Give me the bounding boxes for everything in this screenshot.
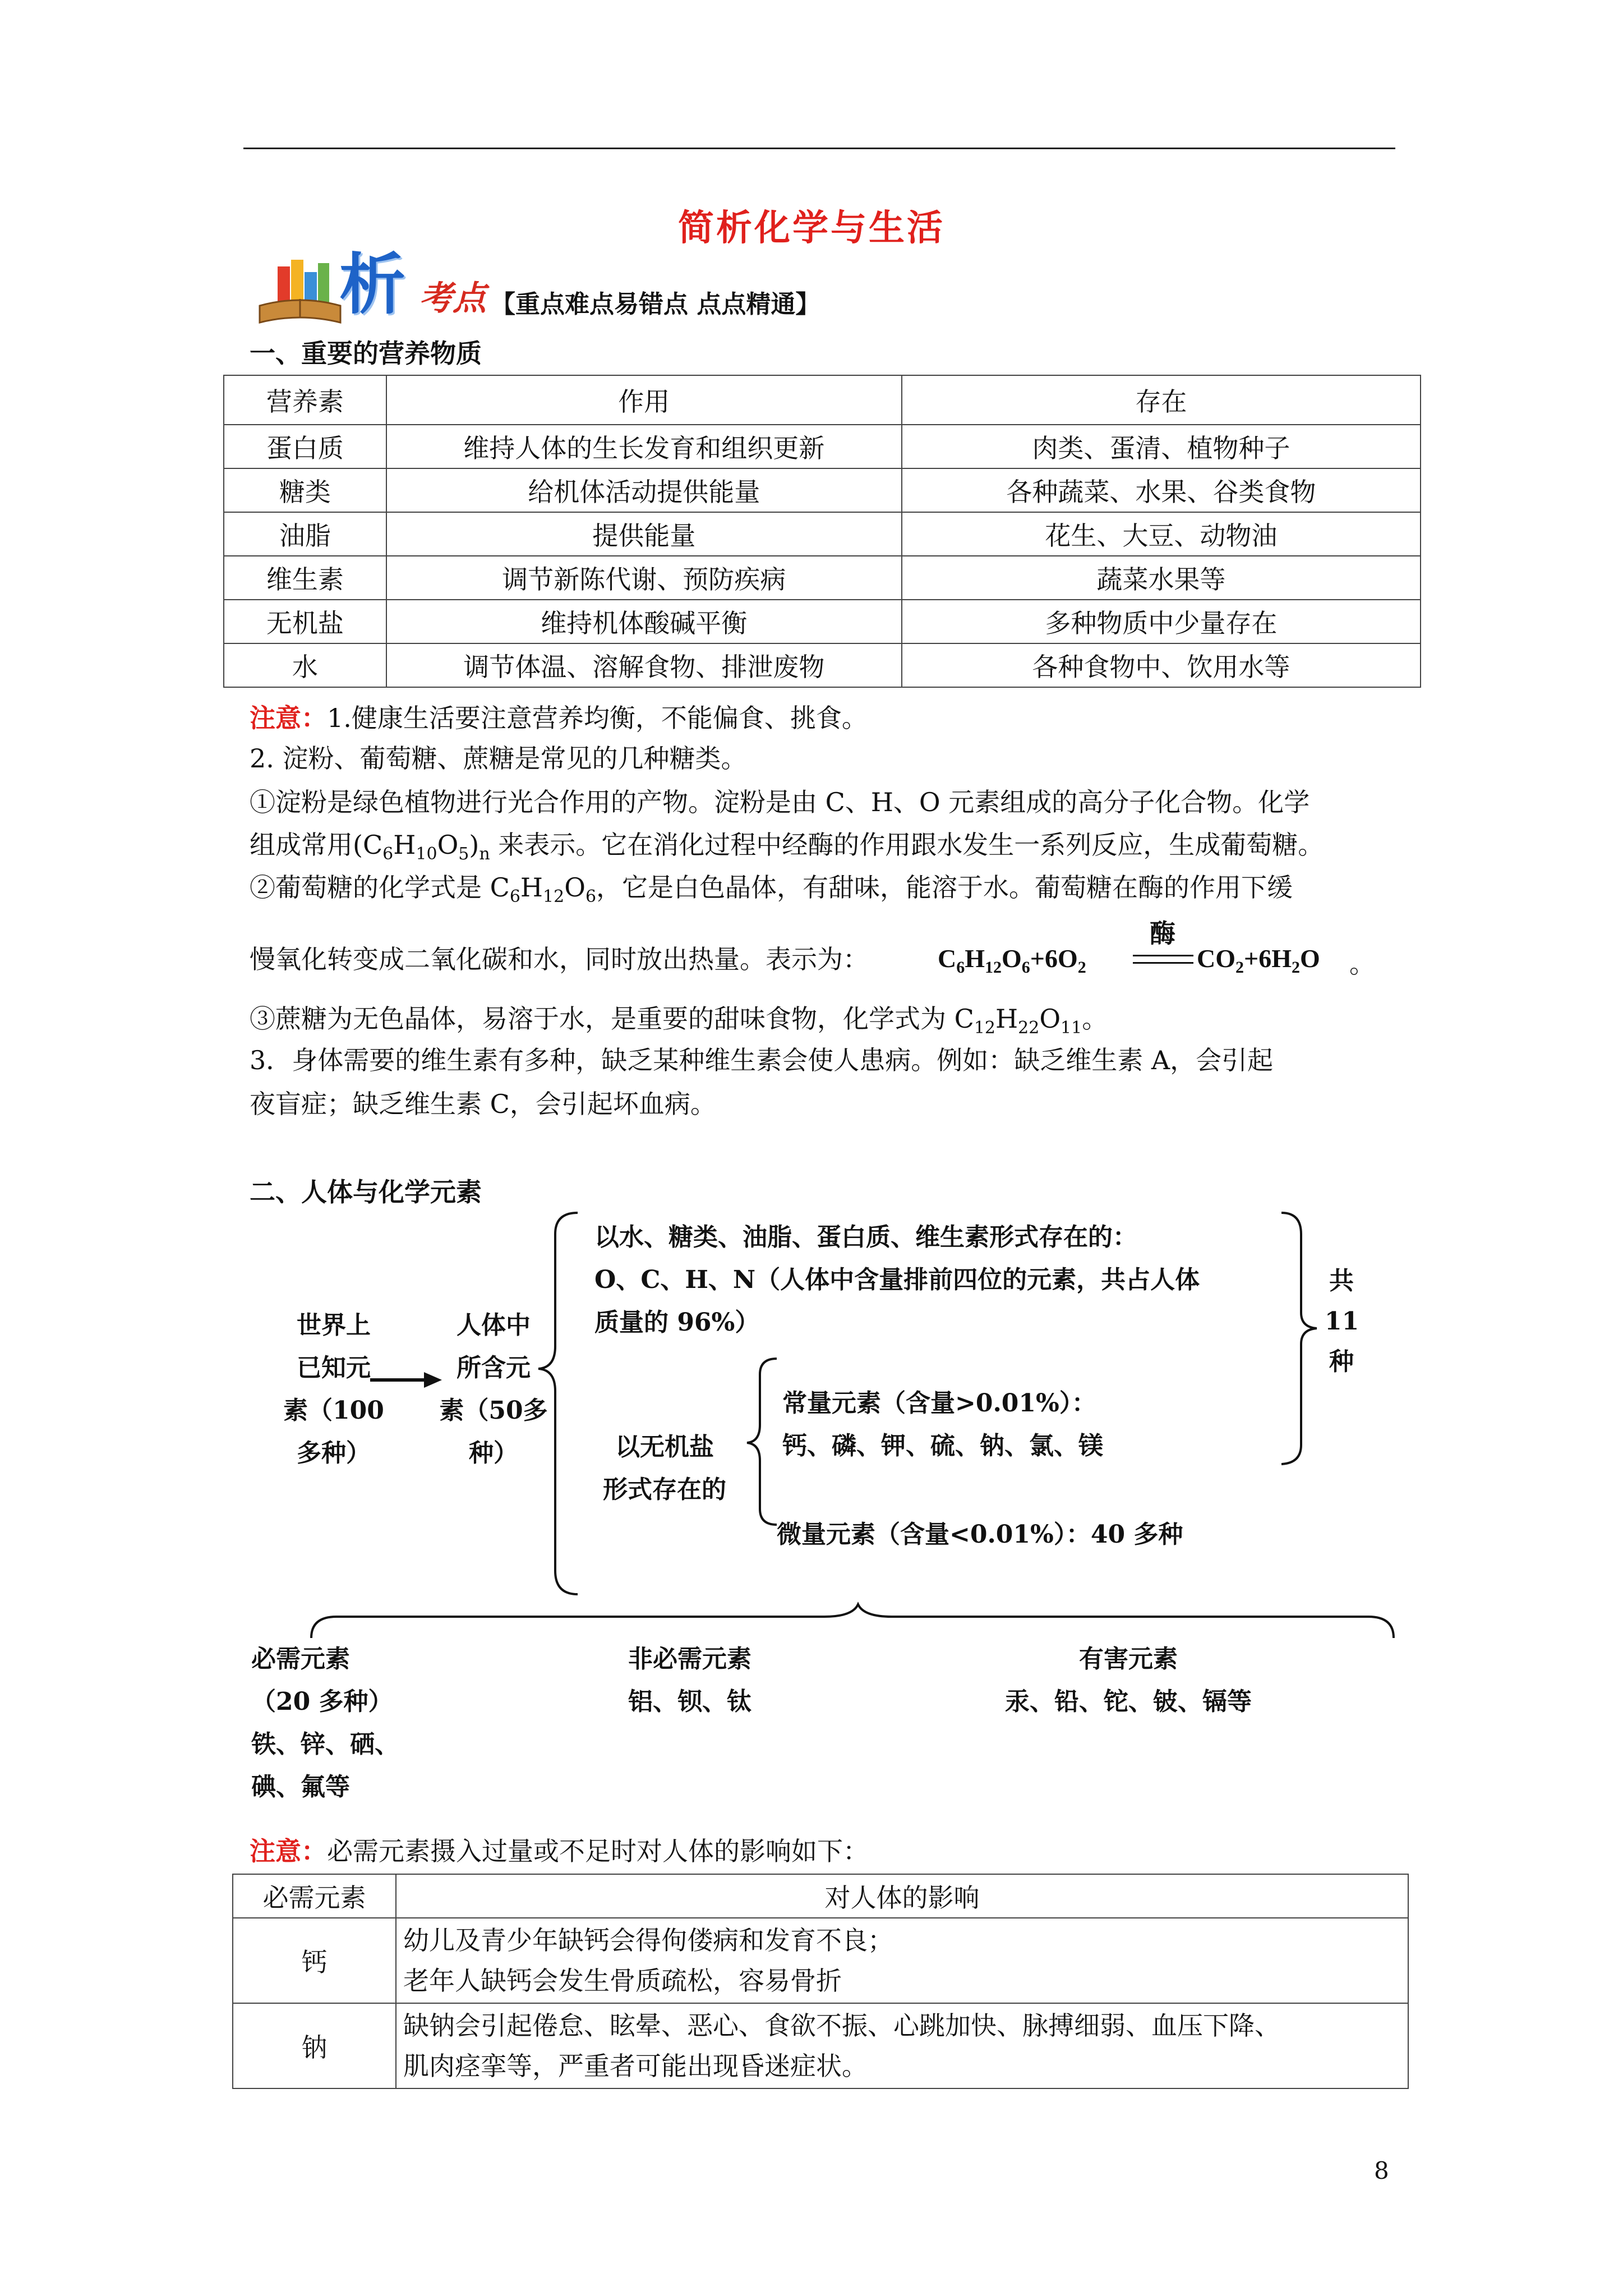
table-cell: 钙 <box>233 1918 396 2003</box>
diagram-text: 共 <box>1329 1267 1354 1295</box>
table-cell <box>396 2003 1408 2088</box>
starch-formula: $C_6H_{10}O_5)_n$ <box>362 830 490 864</box>
effect-line: 肌肉痉挛等，严重者可能出现昏迷症状。 <box>403 2051 868 2081</box>
diagram-text: 11 <box>1325 1307 1359 1336</box>
note-line-9: 夜盲症；缺乏维生素 C，会引起坏血病。 <box>250 1089 716 1119</box>
effect-line: 缺钠会引起倦怠、眩晕、恶心、食欲不振、心跳加快、脉搏细弱、血压下降、 <box>403 2010 1280 2041</box>
sucrose-formula: $C_{12}H_{22}O_{11}$ <box>954 1004 1082 1038</box>
diagram-text: 铁、锌、硒、 <box>251 1730 399 1759</box>
note-text: 慢氧化转变成二氧化碳和水，同时放出热量。表示为： <box>250 944 869 974</box>
table-cell: 水 <box>224 643 386 687</box>
section2-heading: 二、人体与化学元素 <box>250 1177 482 1207</box>
diagram-text: 多种） <box>297 1439 371 1467</box>
diagram-text: 汞、铅、铊、铍、镉等 <box>1005 1687 1252 1716</box>
table-cell: 调节新陈代谢、预防疾病 <box>386 556 902 600</box>
table-cell: 提供能量 <box>386 512 902 556</box>
diagram-text: 非必需元素 <box>628 1645 751 1673</box>
table-cell: 维持人体的生长发育和组织更新 <box>386 425 902 468</box>
diagram-text: 种 <box>1329 1347 1354 1376</box>
diagram-text: 世界上 <box>297 1311 371 1340</box>
column-header: 营养素 <box>224 375 386 425</box>
diagram-text: 素（100 <box>283 1396 384 1425</box>
harmful-block <box>977 1638 1280 1723</box>
note-text: ③蔗糖为无色晶体，易溶于水，是重要的甜味食物，化学式为 <box>250 1004 955 1034</box>
note-text: 。 <box>1082 1004 1108 1034</box>
note-label: 注意： <box>250 1836 327 1866</box>
diagram-text: 以无机盐 <box>615 1433 714 1461</box>
note-text: 必需元素摄入过量或不足时对人体的影响如下： <box>327 1836 869 1866</box>
diagram-text: 碘、氟等 <box>251 1773 350 1801</box>
table-cell: 多种物质中少量存在 <box>902 600 1421 643</box>
effect-line: 幼儿及青少年缺钙会得佝偻病和发育不良； <box>403 1925 893 1955</box>
essential-block <box>251 1638 399 1809</box>
section1-heading: 一、重要的营养物质 <box>250 338 482 369</box>
essential-effects-table <box>232 1874 1409 2089</box>
glucose-formula: $C_6H_{12}O_6$ <box>490 872 597 907</box>
banner-subtitle: 【重点难点易错点 点点精通】 <box>491 290 820 319</box>
diagram-text: 已知元 <box>297 1354 371 1382</box>
table-row <box>233 1918 1408 2003</box>
equation-lhs: $C_6H_{12}O_6+6O_2$ <box>938 944 1086 977</box>
column-header: 作用 <box>386 375 902 425</box>
note-text: ，它是白色晶体，有甜味，能溶于水。葡萄糖在酶的作用下缓 <box>596 872 1293 903</box>
equation-rhs: $CO_2+6H_2O$ <box>1197 944 1320 977</box>
effect-line: 老年人缺钙会发生骨质疏松，容易骨折 <box>403 1966 842 1996</box>
page-title: 简析化学与生活 <box>678 207 945 249</box>
table-cell: 给机体活动提供能量 <box>386 468 902 512</box>
table-cell: 蛋白质 <box>224 425 386 468</box>
diagram-text: 素（50多 <box>439 1396 548 1425</box>
table-cell: 油脂 <box>224 512 386 556</box>
nonessential-block <box>628 1638 751 1723</box>
trace-elements: 微量元素（含量<0.01%）：40 多种 <box>777 1520 1183 1549</box>
diagram-text: O、C、H、N（人体中含量排前四位的元素，共占人体 <box>594 1266 1200 1294</box>
note-text: 来表示。它在消化过程中经酶的作用跟水发生一系列反应，生成葡萄糖。 <box>498 830 1324 860</box>
table-header-row <box>233 1874 1408 1918</box>
total-count-block <box>1325 1261 1358 1382</box>
table-cell: 无机盐 <box>224 600 386 643</box>
table-cell: 各种食物中、饮用水等 <box>902 643 1421 687</box>
table-cell: 肉类、蛋清、植物种子 <box>902 425 1421 468</box>
page-number: 8 <box>1374 2157 1389 2184</box>
note2-line <box>250 1834 869 1868</box>
table-cell: 维生素 <box>224 556 386 600</box>
table-cell <box>396 1918 1408 2003</box>
banner-big-char: 析 <box>339 246 406 323</box>
equation-period: 。 <box>1349 950 1375 978</box>
table-cell: 钠 <box>233 2003 396 2088</box>
table-cell: 维持机体酸碱平衡 <box>386 600 902 643</box>
diagram-text: 种） <box>469 1439 518 1467</box>
note-label: 注意： <box>250 703 327 733</box>
diagram-text: 人体中 <box>457 1311 531 1340</box>
diagram-text: 钙、磷、钾、硫、钠、氯、镁 <box>782 1432 1103 1460</box>
diagram-text: 有害元素 <box>1079 1645 1178 1673</box>
inorganic-block <box>594 1426 735 1511</box>
note-line-8: 3．身体需要的维生素有多种，缺乏某种维生素会使人患病。例如：缺乏维生素 A，会引起 <box>250 1045 1274 1075</box>
table-cell: 花生、大豆、动物油 <box>902 512 1421 556</box>
note-text: 组成常用( <box>250 830 363 860</box>
note-line-3: ①淀粉是绿色植物进行光合作用的产物。淀粉是由 C、H、O 元素组成的高分子化合物。化学 <box>250 787 1310 817</box>
diagram-text: 所含元 <box>457 1354 531 1382</box>
diagram-text: 铝、钡、钛 <box>628 1687 751 1716</box>
column-header: 存在 <box>902 375 1421 425</box>
banner-kaodian: 考点 <box>419 279 486 318</box>
equation-condition: 酶 <box>1150 919 1175 948</box>
table-cell: 各种蔬菜、水果、谷类食物 <box>902 468 1421 512</box>
diagram-text: （20 多种） <box>251 1687 393 1716</box>
table-row <box>233 2003 1408 2088</box>
constant-elements-block <box>782 1382 1103 1467</box>
column-header: 必需元素 <box>233 1874 396 1918</box>
diagram-text: 必需元素 <box>251 1645 350 1673</box>
note-text: ②葡萄糖的化学式是 <box>250 872 490 903</box>
note-line-2: 2. 淀粉、葡萄糖、蔗糖是常见的几种糖类。 <box>250 743 747 774</box>
table-cell: 调节体温、溶解食物、排泄废物 <box>386 643 902 687</box>
diagram-text: 常量元素（含量>0.01%）： <box>782 1389 1096 1418</box>
table-cell: 糖类 <box>224 468 386 512</box>
table-cell: 蔬菜水果等 <box>902 556 1421 600</box>
diagram-text: 形式存在的 <box>603 1475 726 1504</box>
top-branch-block <box>594 1216 1200 1344</box>
diagram-text: 以水、糖类、油脂、蛋白质、维生素形式存在的： <box>594 1223 1137 1251</box>
diagram-text: 质量的 96%） <box>594 1308 760 1337</box>
column-header: 对人体的影响 <box>396 1874 1408 1918</box>
note-text: 1.健康生活要注意营养均衡，不能偏食、挑食。 <box>327 703 868 733</box>
